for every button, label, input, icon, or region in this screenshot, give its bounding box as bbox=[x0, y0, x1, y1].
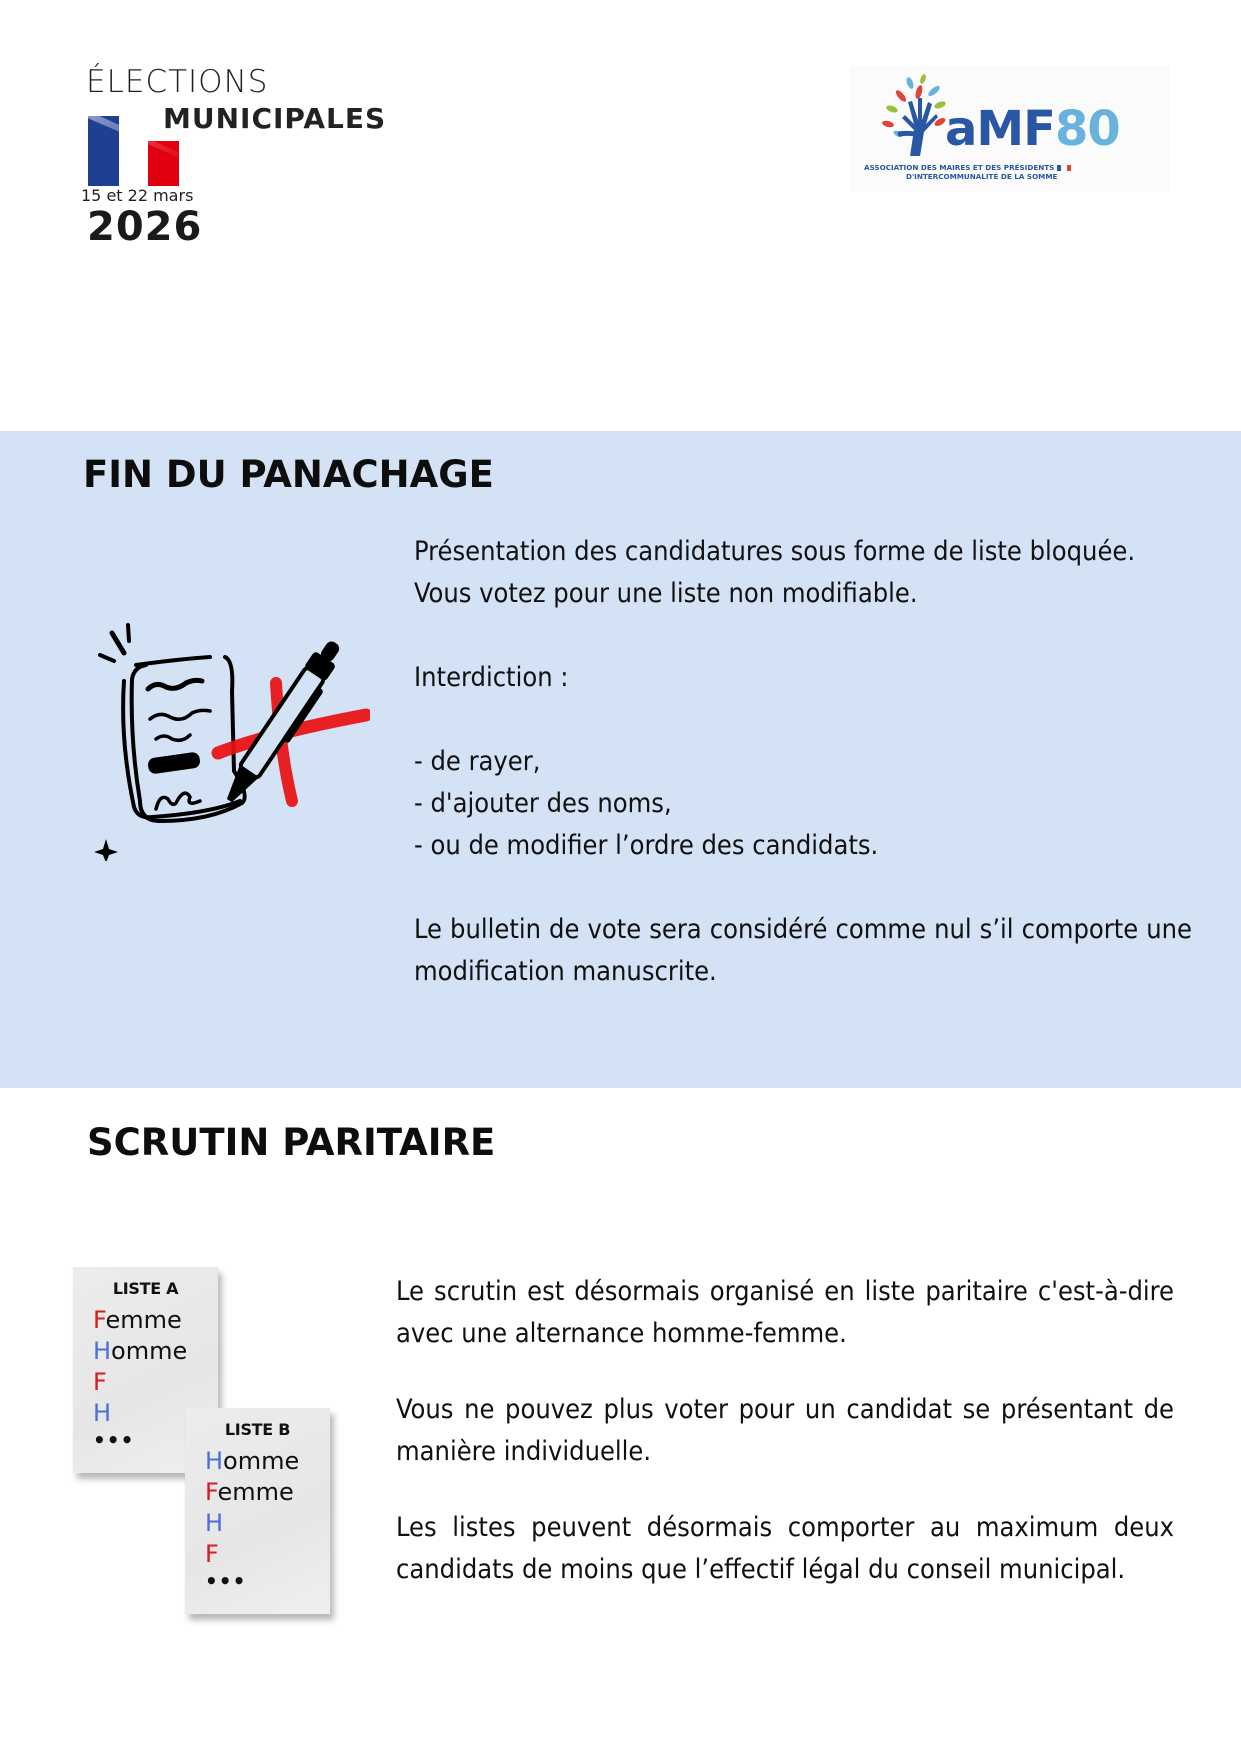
vote-line-text: Vous votez pour une liste non modifiable. bbox=[414, 578, 918, 609]
gender-initial: F bbox=[93, 1368, 107, 1396]
interdiction-label: Interdiction : bbox=[414, 662, 569, 693]
gender-initial: H bbox=[205, 1509, 224, 1537]
more-ellipsis: ••• bbox=[205, 1569, 247, 1593]
amf-subtitle-line2: D'INTERCOMMUNALITÉ DE LA SOMME bbox=[906, 172, 1058, 181]
card-title: LISTE A bbox=[112, 1279, 179, 1298]
candidate-line: Homme bbox=[205, 1447, 300, 1475]
panachage-section bbox=[0, 431, 1241, 1088]
candidate-line: Femme bbox=[93, 1306, 182, 1334]
card-title: LISTE B bbox=[224, 1420, 291, 1439]
ballot-crossed-pen-icon bbox=[90, 621, 370, 861]
amf80-logo bbox=[850, 66, 1170, 191]
gender-initial: F bbox=[205, 1478, 218, 1506]
list-card-b bbox=[185, 1408, 330, 1614]
scrutin-paragraph: Le scrutin est désormais organisé en liste paritaire c'est-à-dire avec une alternance homme-femme. bbox=[396, 1276, 1174, 1349]
interdiction-item: - de rayer, bbox=[414, 746, 541, 777]
section-title: SCRUTIN PARITAIRE bbox=[87, 1121, 496, 1164]
amf-wordmark-letters: aMF bbox=[945, 101, 1055, 157]
election-year: 2026 bbox=[87, 204, 203, 250]
elections-municipales-logo bbox=[78, 60, 408, 260]
election-title-line2: MUNICIPALES bbox=[163, 102, 387, 135]
scrutin-paragraph: Vous ne pouvez plus voter pour un candidat se présentant de manière individuelle. bbox=[396, 1394, 1174, 1467]
candidate-line bbox=[205, 1539, 299, 1570]
election-title-line1: ÉLECTIONS bbox=[86, 64, 269, 100]
amf-wordmark bbox=[945, 101, 1120, 157]
interdiction-item: - ou de modifier l’ordre des candidats. bbox=[414, 830, 879, 861]
gender-initial: H bbox=[205, 1447, 224, 1475]
nul-warning-text: Le bulletin de vote sera considéré comme nul s’il comporte une modification manuscrite. bbox=[414, 914, 1192, 987]
scrutin-paragraph: Les listes peuvent désormais comporter au maximum deux candidats de moins que l’effectif légal du conseil municipal. bbox=[396, 1512, 1174, 1585]
intro-text: Présentation des candidatures sous forme de liste bloquée. bbox=[414, 536, 1136, 567]
section-title: FIN DU PANACHAGE bbox=[83, 453, 494, 496]
scrutin-body bbox=[396, 1271, 1174, 1591]
gender-initial: H bbox=[93, 1399, 112, 1427]
panachage-body bbox=[414, 531, 1192, 993]
candidate-line: Homme bbox=[93, 1337, 188, 1365]
interdiction-item: - d'ajouter des noms, bbox=[414, 788, 672, 819]
amf-wordmark-number: 80 bbox=[1054, 101, 1120, 157]
candidate-line bbox=[205, 1508, 299, 1539]
amf-subtitle-line1: ASSOCIATION DES MAIRES ET DES PRÉSIDENTS bbox=[864, 163, 1071, 172]
gender-initial: H bbox=[93, 1337, 112, 1365]
candidate-line bbox=[93, 1367, 187, 1398]
more-ellipsis: ••• bbox=[93, 1428, 135, 1452]
election-dates: 15 et 22 mars bbox=[81, 186, 194, 205]
candidate-line bbox=[93, 1398, 187, 1429]
gender-initial: F bbox=[93, 1306, 106, 1334]
candidate-line: Femme bbox=[205, 1478, 294, 1506]
gender-initial: F bbox=[205, 1540, 219, 1568]
